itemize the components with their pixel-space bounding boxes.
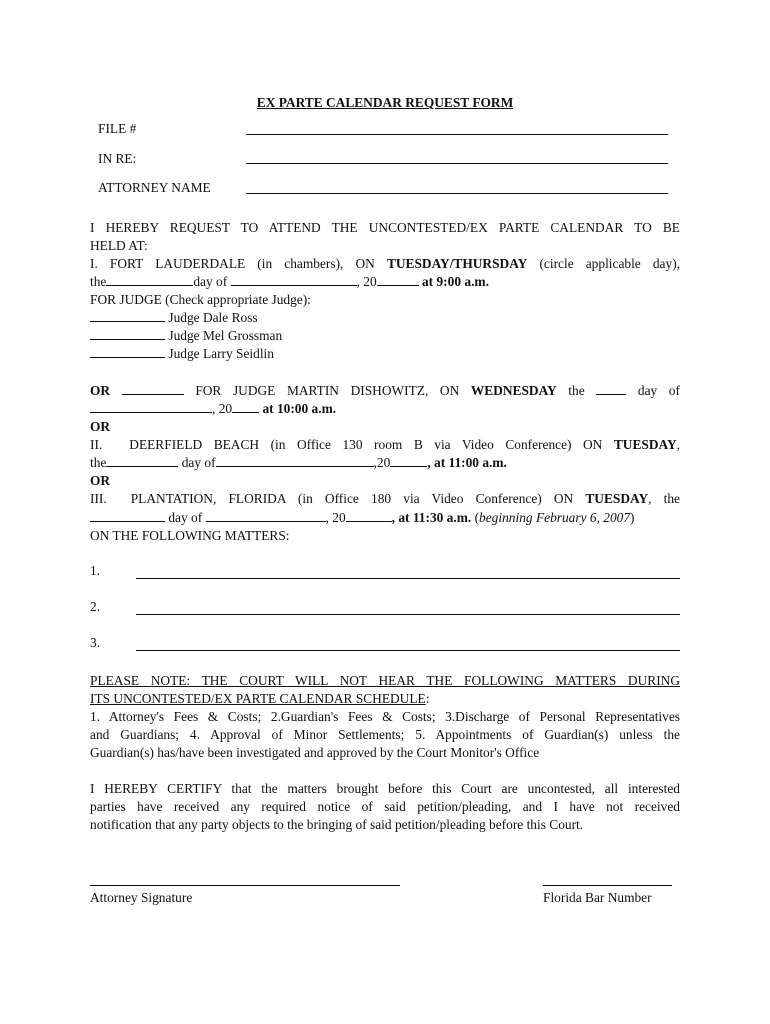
plantation-date-line: day of , 20 , at 11:30 a.m. (beginning February 6, 2007) bbox=[90, 509, 680, 527]
matter-field-2[interactable] bbox=[136, 614, 680, 615]
attorney-signature-field[interactable] bbox=[90, 885, 400, 886]
deerfield-date-line: the day of ,20 , at 11:00 a.m. bbox=[90, 455, 507, 470]
note-items-1: 1. Attorney's Fees & Costs; 2.Guardian's Fees & Costs; 3.Discharge of Personal Representatives bbox=[90, 709, 680, 724]
judge-option-ross: Judge Dale Ross bbox=[90, 309, 680, 327]
in-re-field[interactable] bbox=[246, 163, 668, 164]
dishowitz-check-blank[interactable] bbox=[122, 382, 184, 395]
deerfield-line: II. DEERFIELD BEACH (in Office 130 room B via Video Conference) ON TUESDAY, bbox=[90, 437, 680, 452]
ftl-year-blank[interactable] bbox=[377, 273, 419, 286]
plantation-line: III. PLANTATION, FLORIDA (in Office 180 via Video Conference) ON TUESDAY, the bbox=[90, 491, 680, 506]
matter-number-2: 2. bbox=[90, 599, 101, 614]
certify-line-3: notification that any party objects to the bringing of said petition/pleading before this Court. bbox=[90, 817, 584, 832]
matter-number-1: 1. bbox=[90, 563, 101, 578]
note-line-1: PLEASE NOTE: THE COURT WILL NOT HEAR THE FOLLOWING MATTERS DURING bbox=[90, 673, 680, 688]
attorney-name-field[interactable] bbox=[246, 193, 668, 194]
judge-seidlin-checkbox[interactable] bbox=[90, 345, 165, 358]
ftl-days: TUESDAY/THURSDAY bbox=[386, 256, 528, 271]
attorney-name-label: ATTORNEY NAME bbox=[98, 180, 211, 195]
note-items-3: Guardian(s) has/have been investigated and approved by the Court Monitor's Office bbox=[90, 745, 540, 760]
attorney-signature-label: Attorney Signature bbox=[90, 890, 193, 905]
florida-bar-number-label: Florida Bar Number bbox=[543, 890, 652, 905]
note-line-2: ITS UNCONTESTED/EX PARTE CALENDAR SCHEDULE: bbox=[90, 691, 430, 706]
deerfield-month-blank[interactable] bbox=[216, 454, 374, 467]
certify-line-1: I HEREBY CERTIFY that the matters brought before this Court are uncontested, all interested bbox=[90, 781, 680, 796]
plantation-day-blank[interactable] bbox=[90, 509, 165, 522]
file-number-field[interactable] bbox=[246, 134, 668, 135]
judge-ross-checkbox[interactable] bbox=[90, 309, 165, 322]
form-title: EX PARTE CALENDAR REQUEST FORM bbox=[256, 95, 514, 110]
judge-heading: FOR JUDGE (Check appropriate Judge): bbox=[90, 292, 311, 307]
matters-heading: ON THE FOLLOWING MATTERS: bbox=[90, 528, 290, 543]
or-plantation: OR bbox=[90, 473, 111, 488]
judge-option-seidlin: Judge Larry Seidlin bbox=[90, 345, 680, 363]
note-items-2: and Guardians; 4. Approval of Minor Settlements; 5. Appointments of Guardian(s) unless the bbox=[90, 727, 680, 742]
matter-field-1[interactable] bbox=[136, 578, 680, 579]
matter-number-3: 3. bbox=[90, 635, 101, 650]
plantation-month-blank[interactable] bbox=[206, 509, 326, 522]
dishowitz-line: OR FOR JUDGE MARTIN DISHOWITZ, ON WEDNESDAY the day of bbox=[90, 383, 680, 398]
file-number-label: FILE # bbox=[98, 121, 137, 136]
judge-grossman-checkbox[interactable] bbox=[90, 327, 165, 340]
or-deerfield: OR bbox=[90, 419, 111, 434]
request-line-2: HELD AT: bbox=[90, 238, 148, 253]
plantation-year-blank[interactable] bbox=[346, 509, 392, 522]
in-re-label: IN RE: bbox=[98, 151, 137, 166]
judge-option-grossman: Judge Mel Grossman bbox=[90, 327, 680, 345]
matter-field-3[interactable] bbox=[136, 650, 680, 651]
dishowitz-date-line: , 20 at 10:00 a.m. bbox=[90, 400, 680, 418]
ftl-month-blank[interactable] bbox=[231, 273, 357, 286]
deerfield-year-blank[interactable] bbox=[390, 454, 427, 467]
florida-bar-number-field[interactable] bbox=[543, 885, 672, 886]
ftl-day-blank[interactable] bbox=[106, 273, 193, 286]
deerfield-day-blank[interactable] bbox=[106, 454, 178, 467]
fort-lauderdale-date-line: the day of , 20 at 9:00 a.m. bbox=[90, 274, 489, 289]
dishowitz-day-blank[interactable] bbox=[596, 382, 626, 395]
request-line-1: I HEREBY REQUEST TO ATTEND THE UNCONTESTED/EX PARTE CALENDAR TO BE bbox=[90, 220, 680, 235]
dishowitz-month-blank[interactable] bbox=[90, 400, 212, 413]
fort-lauderdale-line: I. FORT LAUDERDALE (in chambers), ON TUESDAY/THURSDAY (circle applicable day), bbox=[90, 256, 680, 271]
dishowitz-year-blank[interactable] bbox=[232, 400, 259, 413]
certify-line-2: parties have received any required notice of said petition/pleading, and I have not received bbox=[90, 799, 680, 814]
